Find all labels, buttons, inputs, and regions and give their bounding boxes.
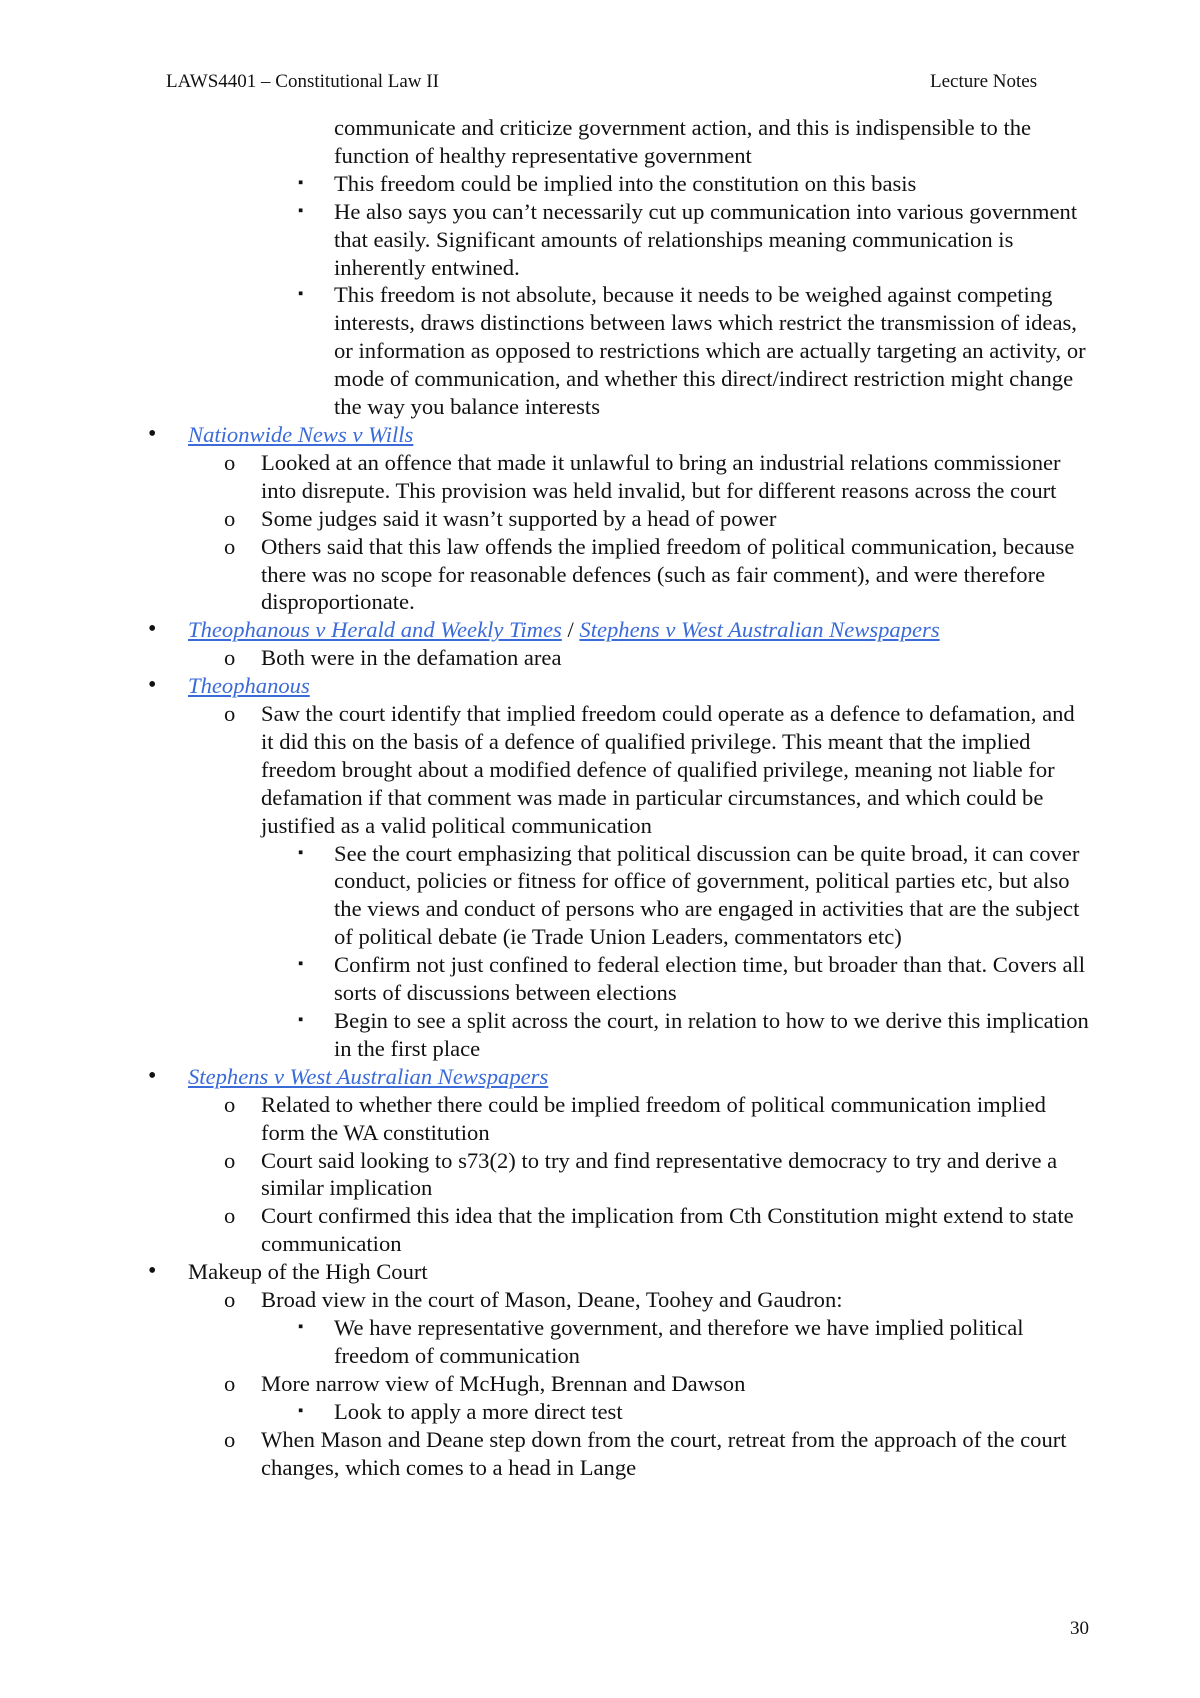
list-item: [0, 449, 1091, 505]
case-separator: /: [561, 617, 580, 643]
list-item: [0, 1007, 1094, 1063]
square-bullet-icon: ▪: [298, 956, 304, 973]
case-section-stephens: [0, 1063, 1088, 1091]
square-bullet-icon: ▪: [298, 202, 304, 219]
bullet-icon: •: [148, 1062, 157, 1089]
list-item-text: This freedom is not absolute, because it needs to be weighed against competing interests, draws distinctions between laws which restrict the transmission of ideas, or information as opposed to restrictions which are actually targeting an activity, or mode of communication, and whether this direct/indirect restriction might change the way you balance interests: [334, 282, 1086, 420]
circle-bullet-icon: o: [224, 645, 236, 671]
list-item-text: Both were in the defamation area: [261, 645, 562, 671]
list-item-text: He also says you can’t necessarily cut up communication into various government that easily. Significant amounts of relationships meaning communication is inherently entwined.: [334, 198, 1078, 280]
list-item-text: Confirm not just confined to federal election time, but broader than that. Covers all sorts of discussions between elections: [334, 952, 1086, 1006]
case-link-theophanous[interactable]: Theophanous: [188, 673, 310, 699]
circle-bullet-icon: o: [224, 1426, 236, 1452]
circle-bullet-icon: o: [224, 1370, 236, 1396]
running-header-title: Lecture Notes: [930, 71, 1038, 92]
list-item-text: Broad view in the court of Mason, Deane, Toohey and Gaudron:: [261, 1287, 843, 1313]
list-item-text: This freedom could be implied into the constitution on this basis: [334, 170, 917, 196]
list-item: [0, 198, 1094, 282]
square-bullet-icon: ▪: [298, 286, 304, 303]
list-item: [0, 1286, 1091, 1314]
bullet-icon: •: [148, 420, 157, 447]
page-number: 30: [1070, 1618, 1089, 1639]
circle-bullet-icon: o: [224, 505, 236, 531]
lecture-notes-body: [0, 114, 1200, 1481]
list-item: [0, 1147, 1091, 1203]
circle-bullet-icon: o: [224, 1287, 236, 1313]
list-item-text: Look to apply a more direct test: [334, 1398, 623, 1424]
list-item: [0, 281, 1094, 421]
case-link-stephens[interactable]: Stephens v West Australian Newspapers: [188, 1063, 549, 1089]
square-bullet-icon: ▪: [298, 174, 304, 191]
square-bullet-icon: ▪: [298, 844, 304, 861]
bullet-icon: •: [148, 616, 157, 643]
list-item-text: Related to whether there could be implied freedom of political communication implied form the WA constitution: [261, 1091, 1046, 1145]
bullet-icon: •: [148, 1258, 157, 1285]
list-item-text: We have representative government, and therefore we have implied political freedom of communication: [334, 1314, 1024, 1368]
circle-bullet-icon: o: [224, 533, 236, 559]
list-item-text: Looked at an offence that made it unlawful to bring an industrial relations commissioner into disrepute. This provision was held invalid, but for different reasons across the court: [261, 449, 1061, 503]
list-item: [0, 1314, 1094, 1370]
case-link-nationwide-news-v-wills[interactable]: Nationwide News v Wills: [188, 421, 414, 447]
list-item-text: Saw the court identify that implied freedom could operate as a defence to defamation, and it did this on the basis of a defence of qualified privilege. This meant that the implied freedom brought about a modified defence of qualified privilege, meaning not liable for defamation if that comment was made in particular circumstances, and which could be justified as a valid political communication: [261, 701, 1075, 838]
list-item-text: Some judges said it wasn’t supported by a head of power: [261, 505, 777, 531]
circle-bullet-icon: o: [224, 701, 236, 727]
list-item-text: More narrow view of McHugh, Brennan and Dawson: [261, 1370, 746, 1396]
circle-bullet-icon: o: [224, 449, 236, 475]
list-item: [0, 1202, 1091, 1258]
list-item-text: Court confirmed this idea that the implication from Cth Constitution might extend to state communication: [261, 1203, 1074, 1257]
list-item-text: When Mason and Deane step down from the court, retreat from the approach of the court changes, which comes to a head in Lange: [261, 1426, 1067, 1480]
list-item-text: Others said that this law offends the implied freedom of political communication, because there was no scope for reasonable defences (such as fair comment), and were therefore disproportionate.: [261, 533, 1075, 615]
square-bullet-icon: ▪: [298, 1402, 304, 1419]
list-item: [0, 951, 1094, 1007]
list-item-text: Court said looking to s73(2) to try and find representative democracy to try and derive a similar implication: [261, 1147, 1058, 1201]
section-heading: Makeup of the High Court: [188, 1259, 428, 1285]
list-item-text: See the court emphasizing that political discussion can be quite broad, it can cover conduct, policies or fitness for office of government, political parties etc, but also the views and conduct of persons who are engaged in activities that are the subject of political debate (ie Trade Union Leaders, commentators etc): [334, 840, 1080, 950]
list-item: [0, 1091, 1091, 1147]
circle-bullet-icon: o: [224, 1203, 236, 1229]
circle-bullet-icon: o: [224, 1147, 236, 1173]
square-bullet-icon: ▪: [298, 1318, 304, 1335]
list-item: [0, 533, 1091, 617]
list-item: [0, 1398, 1094, 1426]
case-section-theophanous-stephens: [0, 616, 1088, 644]
case-section-nationwide: [0, 421, 1088, 449]
list-item: [0, 1426, 1091, 1482]
continuation-text: communicate and criticize government action, and this is indispensible to the function of healthy representative government: [334, 115, 1032, 168]
running-header-course: LAWS4401 – Constitutional Law II: [166, 71, 439, 92]
list-item: [0, 644, 1091, 672]
list-item: [0, 170, 1094, 198]
square-bullet-icon: ▪: [298, 1012, 304, 1028]
list-item: [0, 505, 1091, 533]
case-link-stephens-v-west-australian[interactable]: Stephens v West Australian Newspapers: [579, 617, 940, 643]
bullet-icon: •: [148, 672, 157, 699]
list-item-text: Begin to see a split across the court, in relation to how to we derive this implication in the first place: [334, 1008, 1089, 1061]
list-item: [0, 840, 1094, 952]
continuation-paragraph: [0, 114, 1094, 170]
section-makeup-high-court: [0, 1258, 1088, 1286]
list-item: [0, 1370, 1091, 1398]
case-section-theophanous: [0, 672, 1088, 700]
circle-bullet-icon: o: [224, 1091, 236, 1117]
list-item: [0, 700, 1091, 840]
case-link-theophanous-v-herald[interactable]: Theophanous v Herald and Weekly Times: [188, 617, 562, 643]
